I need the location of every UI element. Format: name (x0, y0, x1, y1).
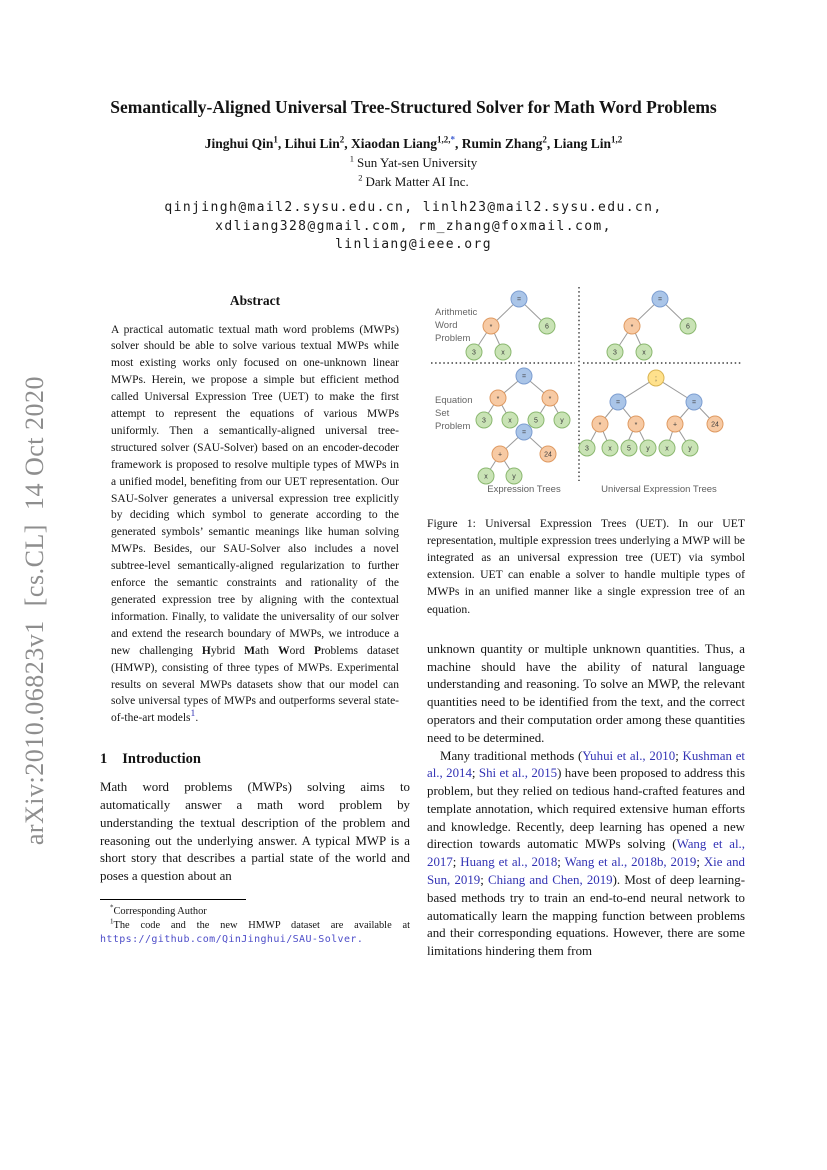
footref[interactable]: 1 (190, 708, 196, 720)
tree-node (516, 368, 532, 384)
author: Lihui Lin$^2$, (284, 134, 352, 151)
text-segment: Corresponding Author (113, 906, 207, 918)
text-segment: . (195, 712, 199, 725)
citation[interactable]: Shi et al., 2015 (478, 766, 558, 781)
svg-text:=: = (516, 296, 522, 303)
text-segment: Many traditional methods ( (440, 748, 583, 763)
tree-node (542, 390, 558, 406)
tree-node (539, 318, 555, 334)
affiliation-1 (0, 155, 827, 171)
svg-text:3: 3 (613, 349, 617, 356)
svg-text:y: y (512, 473, 516, 480)
arxiv-watermark (18, 358, 52, 864)
citation[interactable]: Xie and Sun, 2019 (427, 855, 745, 888)
label-universal-expression-trees: Universal Expression Trees (601, 483, 717, 495)
svg-text:;: ; (655, 375, 657, 382)
tree-node (659, 440, 675, 456)
paper-title: Semantically-Aligned Universal Tree-Structured Solver for Math Word Problems (110, 97, 717, 117)
right-paragraph-2 (427, 748, 745, 962)
citation[interactable]: Kushman et al., 2014 (427, 748, 745, 781)
tree-node (495, 344, 511, 360)
text-segment: W (278, 644, 290, 657)
label-expression-trees: Expression Trees (487, 483, 561, 495)
svg-text:+: + (497, 451, 503, 458)
two-column-body (100, 283, 745, 962)
section-heading-introduction (100, 751, 410, 768)
svg-text:6: 6 (686, 323, 690, 330)
svg-text:x: x (501, 349, 505, 356)
tree-node (492, 446, 508, 462)
svg-text:24: 24 (544, 451, 552, 458)
tree-node (540, 446, 556, 462)
tree-node (602, 440, 618, 456)
text-segment: ) have been proposed to address this problem, but they relied on tedious hand-crafted features and template annotation, which required extensive human efforts and knowledge. Recently, deep learning has opened a new direction towards automatic MWPs solving ( (427, 766, 745, 852)
text-segment: ; (557, 855, 565, 870)
email-line: linliang@ieee.org (335, 237, 492, 252)
tree-node (624, 318, 640, 334)
footnote-corresponding-author (100, 905, 410, 919)
label-equation-set-problem: Equation Set Problem (435, 394, 473, 432)
figure-1-caption: Figure 1: Universal Expression Trees (UET). In our UET representation, multiple expression trees underlying a MWP will be integrated as an universal expression tree (UET) via symbol extension. UET can enable a solver to handle multiple types of MWPs in an unified manner like a single expression tree of an equation. (427, 516, 745, 616)
svg-text:*: * (634, 421, 638, 429)
tree-node (511, 291, 527, 307)
svg-text:x: x (484, 473, 488, 480)
email-line: xdliang328@gmail.com, rm_zhang@foxmail.com, (215, 218, 612, 234)
tree-node (506, 468, 522, 484)
text-segment: ; (480, 873, 489, 888)
tree-node (628, 416, 644, 432)
svg-text:5: 5 (534, 417, 538, 424)
svg-text:*: * (548, 395, 552, 403)
text-segment: H (201, 644, 211, 657)
tree-node (707, 416, 723, 432)
citation[interactable]: Yuhui et al., 2010 (582, 748, 676, 763)
svg-text:24: 24 (711, 421, 719, 428)
corresponding-author-star: * (450, 134, 455, 145)
text-segment: ). Most of deep learning-based methods try to train an end-to-end neural network to automatically learn the mapping function between problems and their corresponding equations. However, there are some limitations hindering them from (427, 873, 745, 959)
tree-node (476, 412, 492, 428)
svg-text:*: * (496, 395, 500, 403)
tree-node (490, 390, 506, 406)
text-segment: roblems dataset (HMWP), consisting of three types of MWPs. Experimental results on several MWPs datasets show that our model can solve universal types of MWPs and outperforms several state-of-the-art models (111, 644, 399, 725)
affiliation-sup: 2 (358, 172, 363, 183)
tree-node (682, 440, 698, 456)
tree-node (528, 412, 544, 428)
author: Rumin Zhang$^2$, (461, 134, 554, 151)
svg-text:y: y (560, 417, 564, 424)
left-column (100, 283, 410, 962)
tree-node (667, 416, 683, 432)
svg-text:*: * (489, 323, 493, 331)
tree-node (516, 424, 532, 440)
tree-node (483, 318, 499, 334)
section-number: 1 (100, 751, 108, 768)
tree-node (466, 344, 482, 360)
tree-node (592, 416, 608, 432)
svg-text:y: y (688, 445, 692, 452)
footnote-rule (100, 899, 246, 900)
svg-text:x: x (665, 445, 669, 452)
tree-node (648, 370, 664, 386)
affiliation-2 (0, 174, 827, 190)
figure-1 (427, 283, 745, 618)
right-column (427, 283, 745, 962)
tree-node (680, 318, 696, 334)
affiliation-name: Sun Yat-sen University (356, 155, 478, 170)
text-segment: ; (675, 748, 683, 763)
text-segment: M (244, 644, 255, 657)
author-affil-sup: 2 (339, 134, 345, 145)
intro-paragraph: Math word problems (MWPs) solving aims to automatically answer a math word problem by understanding the textual description of the problem and reasoning out the underlying answer. A typical MWP is a short story that describes a partial state of the world and poses a question about an (100, 780, 410, 884)
arxiv-watermark-text: arXiv:2010.06823v1 [cs.CL] 14 Oct 2020 (20, 376, 49, 846)
email-block (0, 199, 827, 255)
citation[interactable]: Chiang and Chen, 2019 (488, 873, 613, 888)
author-affil-sup: 2 (542, 134, 547, 145)
text-segment: The code and the new HMWP dataset are available at (113, 919, 410, 931)
footnote-code-availability (100, 919, 410, 947)
svg-text:y: y (646, 445, 650, 452)
uet-diagram (427, 283, 745, 495)
tree-node (607, 344, 623, 360)
svg-text:*: * (598, 421, 602, 429)
citation[interactable]: Wang et al., 2018b, 2019 (564, 855, 697, 870)
text-segment: ; (696, 855, 704, 870)
author: Liang Lin$^{1,2}$ (553, 134, 623, 151)
text-segment: ybrid (210, 644, 245, 657)
svg-text:=: = (521, 373, 527, 380)
author-affil-sup: 1,2 (611, 134, 623, 145)
text-segment: A practical automatic textual math word problems (MWPs) solver should be able to solve various textual MWPs while most existing works only focused on one-unknown linear MWPs. Herein, we propose a simple but efficient method called Universal Expression Tree (UET) to make the first attempt to represent the equations of various MWPs uniformly. Then a semantically-aligned universal tree-structured solver (SAU-Solver) based on an encoder-decoder framework is proposed to resolve multiple types of MWPs in a unified model, benefiting from our UET representation. Our SAU-Solver generates a universal expression tree explicitly by deciding which symbol to generate according to the generated symbols’ semantic meanings like human solving MWPs. Besides, our SAU-Solver also includes a novel subtree-level semantically-aligned regularization to further enforce the semantic constraints and rationality of the generated expression tree by aligning with the contextual information. Finally, to validate the universality of our solver and extend the research boundary of MWPs, we introduce a new challenging (111, 323, 399, 657)
author-line (0, 136, 827, 152)
svg-text:=: = (691, 399, 697, 406)
label-arithmetic-word-problem: Arithmetic Word Problem (435, 306, 478, 344)
tree-node (640, 440, 656, 456)
right-paragraph-1: unknown quantity or multiple unknown quantities. Thus, a machine should have the ability of natural language understanding and reasoning. To solve an MWP, the relevant quantities need to be identified from the text, and the correct operators and their computation order among these quantities need to be determined. (427, 641, 745, 745)
abstract-heading: Abstract (229, 292, 281, 308)
text-segment: 1 (110, 917, 114, 926)
tree-node (686, 394, 702, 410)
svg-text:3: 3 (472, 349, 476, 356)
author: Xiaodan Liang$^{1,2,*}$, (351, 134, 462, 151)
citation[interactable]: Wang et al., 2017 (427, 837, 745, 870)
svg-text:x: x (608, 445, 612, 452)
email-line: qinjingh@mail2.sysu.edu.cn, linlh23@mail2.sysu.edu.cn, (164, 200, 663, 215)
tree-node (610, 394, 626, 410)
tree-node (478, 468, 494, 484)
svg-text:6: 6 (545, 323, 549, 330)
svg-text:x: x (508, 417, 512, 424)
text-segment: * (110, 903, 114, 912)
citation[interactable]: Huang et al., 2018 (460, 855, 558, 870)
author: Jinghui Qin$^1$, (204, 134, 285, 151)
text-segment: ; (471, 766, 479, 781)
svg-text:3: 3 (585, 445, 589, 452)
svg-text:=: = (657, 296, 663, 303)
footnote-block (100, 899, 410, 946)
text-segment: ord (289, 644, 314, 657)
svg-text:=: = (615, 399, 621, 406)
author-affil-sup: 1 (273, 134, 278, 145)
section-title: Introduction (122, 751, 201, 768)
svg-text:=: = (521, 429, 527, 436)
url[interactable]: https://github.com/QinJinghui/SAU-Solver. (100, 933, 364, 945)
abstract-text (111, 322, 399, 728)
svg-text:+: + (672, 421, 678, 428)
svg-text:3: 3 (482, 417, 486, 424)
tree-node (621, 440, 637, 456)
tree-node (502, 412, 518, 428)
text-segment: ; (452, 855, 461, 870)
svg-text:*: * (630, 323, 634, 331)
author-affil-sup: 1,2,* (436, 134, 455, 145)
affiliation-sup: 1 (349, 153, 354, 164)
svg-text:x: x (642, 349, 646, 356)
text-segment: P (313, 644, 321, 657)
tree-node (579, 440, 595, 456)
tree-node (554, 412, 570, 428)
svg-text:5: 5 (627, 445, 631, 452)
tree-edges (587, 378, 715, 448)
tree-node (652, 291, 668, 307)
affiliation-name: Dark Matter AI Inc. (365, 174, 469, 189)
tree-node (636, 344, 652, 360)
text-segment: ath (255, 644, 279, 657)
